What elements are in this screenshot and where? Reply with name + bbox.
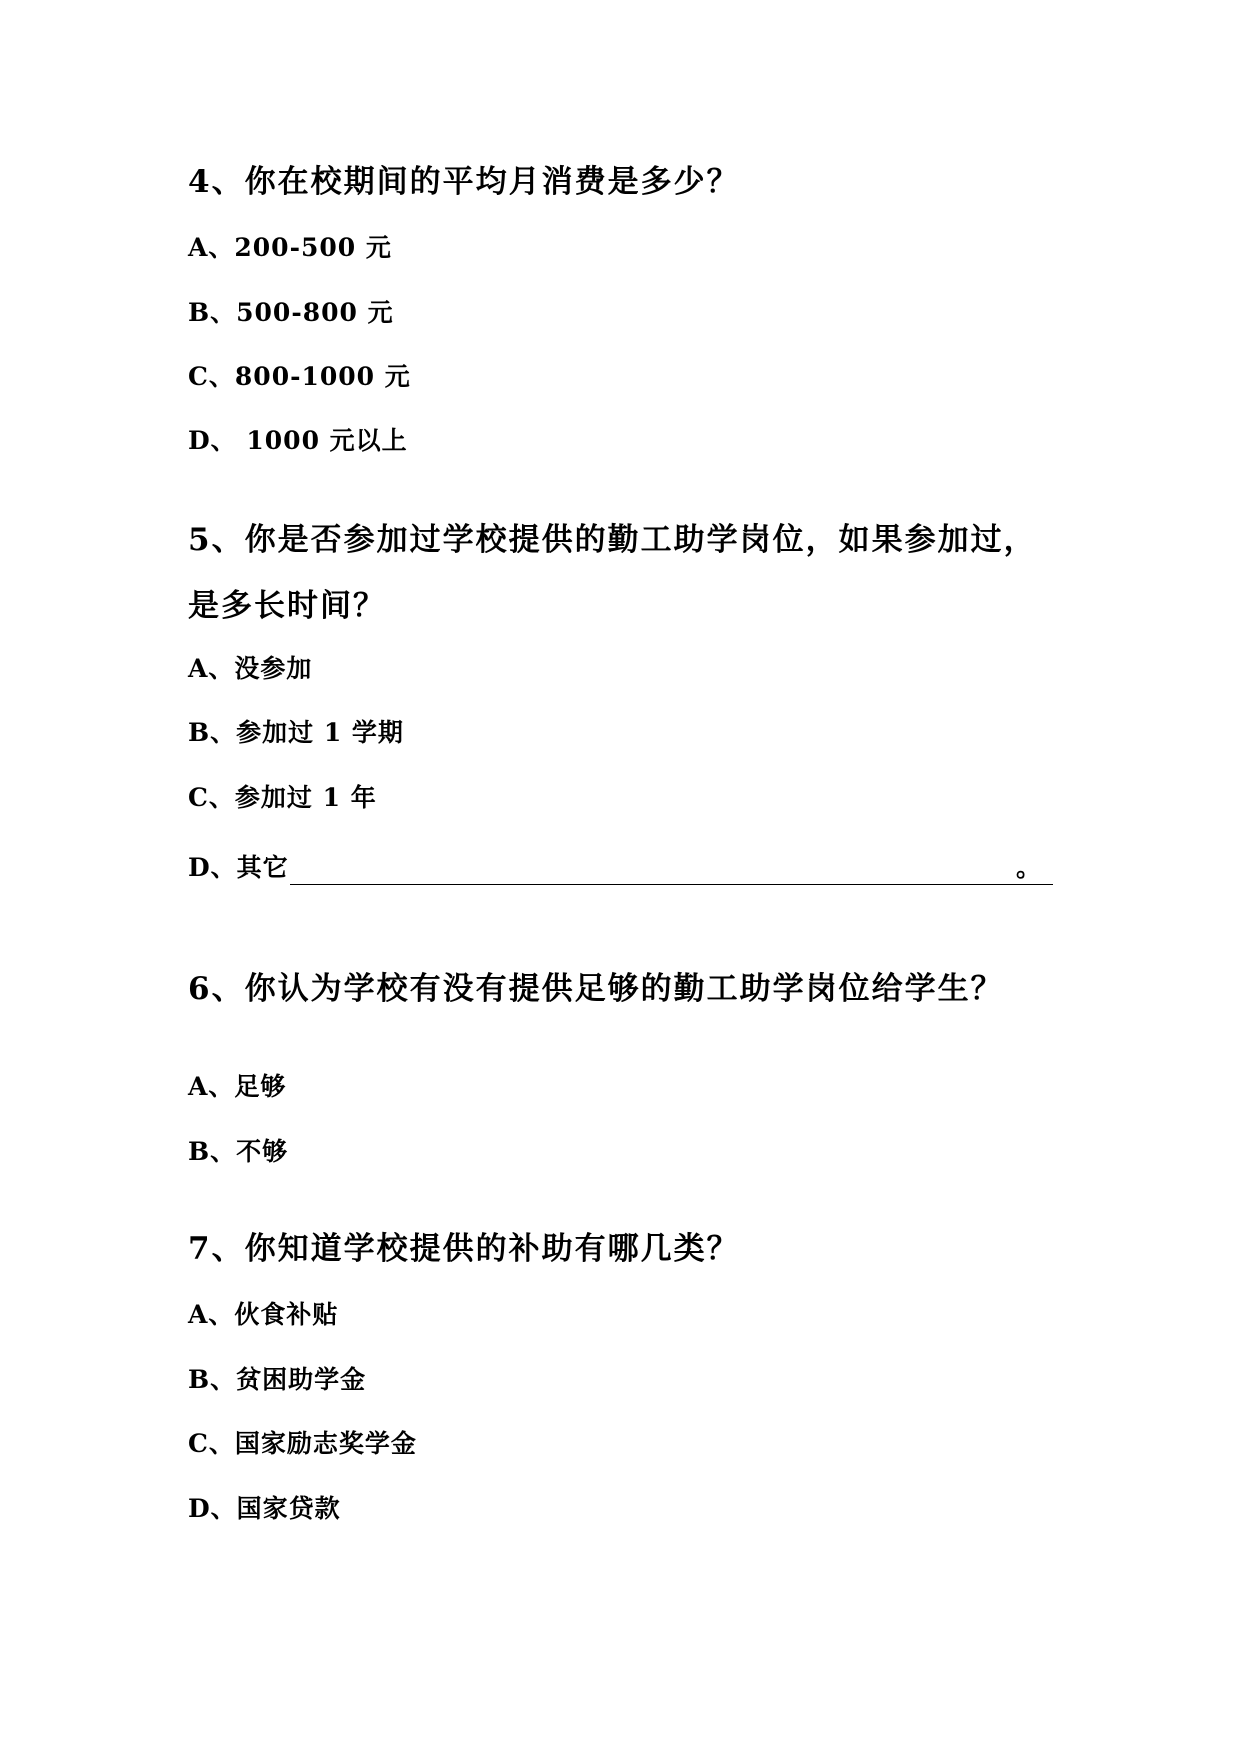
- question-5-title-line2: 是多长时间？: [188, 588, 386, 624]
- question-5-option-d-label: D、其它: [188, 853, 289, 882]
- question-7-option-b: B、贫困助学金: [188, 1365, 367, 1394]
- question-4-option-b: B、500-800 元: [188, 298, 394, 327]
- question-7-option-c: C、国家励志奖学金: [188, 1429, 417, 1458]
- question-7-option-d: D、国家贷款: [188, 1494, 341, 1523]
- question-4-option-a: A、200-500 元: [188, 233, 392, 262]
- question-7-title: 7、你知道学校提供的补助有哪几类？: [188, 1231, 740, 1267]
- question-5-option-d-row: [188, 855, 1053, 885]
- question-5-option-b: B、参加过 1 学期: [188, 718, 404, 747]
- question-5-option-a: A、没参加: [188, 654, 313, 683]
- question-4-option-d: D、 1000 元以上: [188, 426, 408, 455]
- question-5-other-period: 。: [1016, 853, 1042, 882]
- question-6-option-a: A、足够: [188, 1072, 287, 1101]
- question-5-option-c: C、参加过 1 年: [188, 783, 377, 812]
- question-4-title: 4、你在校期间的平均月消费是多少？: [188, 164, 740, 200]
- question-6-title: 6、你认为学校有没有提供足够的勤工助学岗位给学生？: [188, 971, 1004, 1007]
- question-5-other-answer-blank[interactable]: [290, 884, 1053, 885]
- question-4-option-c: C、800-1000 元: [188, 362, 411, 391]
- question-6-option-b: B、不够: [188, 1137, 289, 1166]
- question-7-option-a: A、伙食补贴: [188, 1300, 339, 1329]
- question-5-title-line1: 5、你是否参加过学校提供的勤工助学岗位，如果参加过，: [188, 522, 1037, 558]
